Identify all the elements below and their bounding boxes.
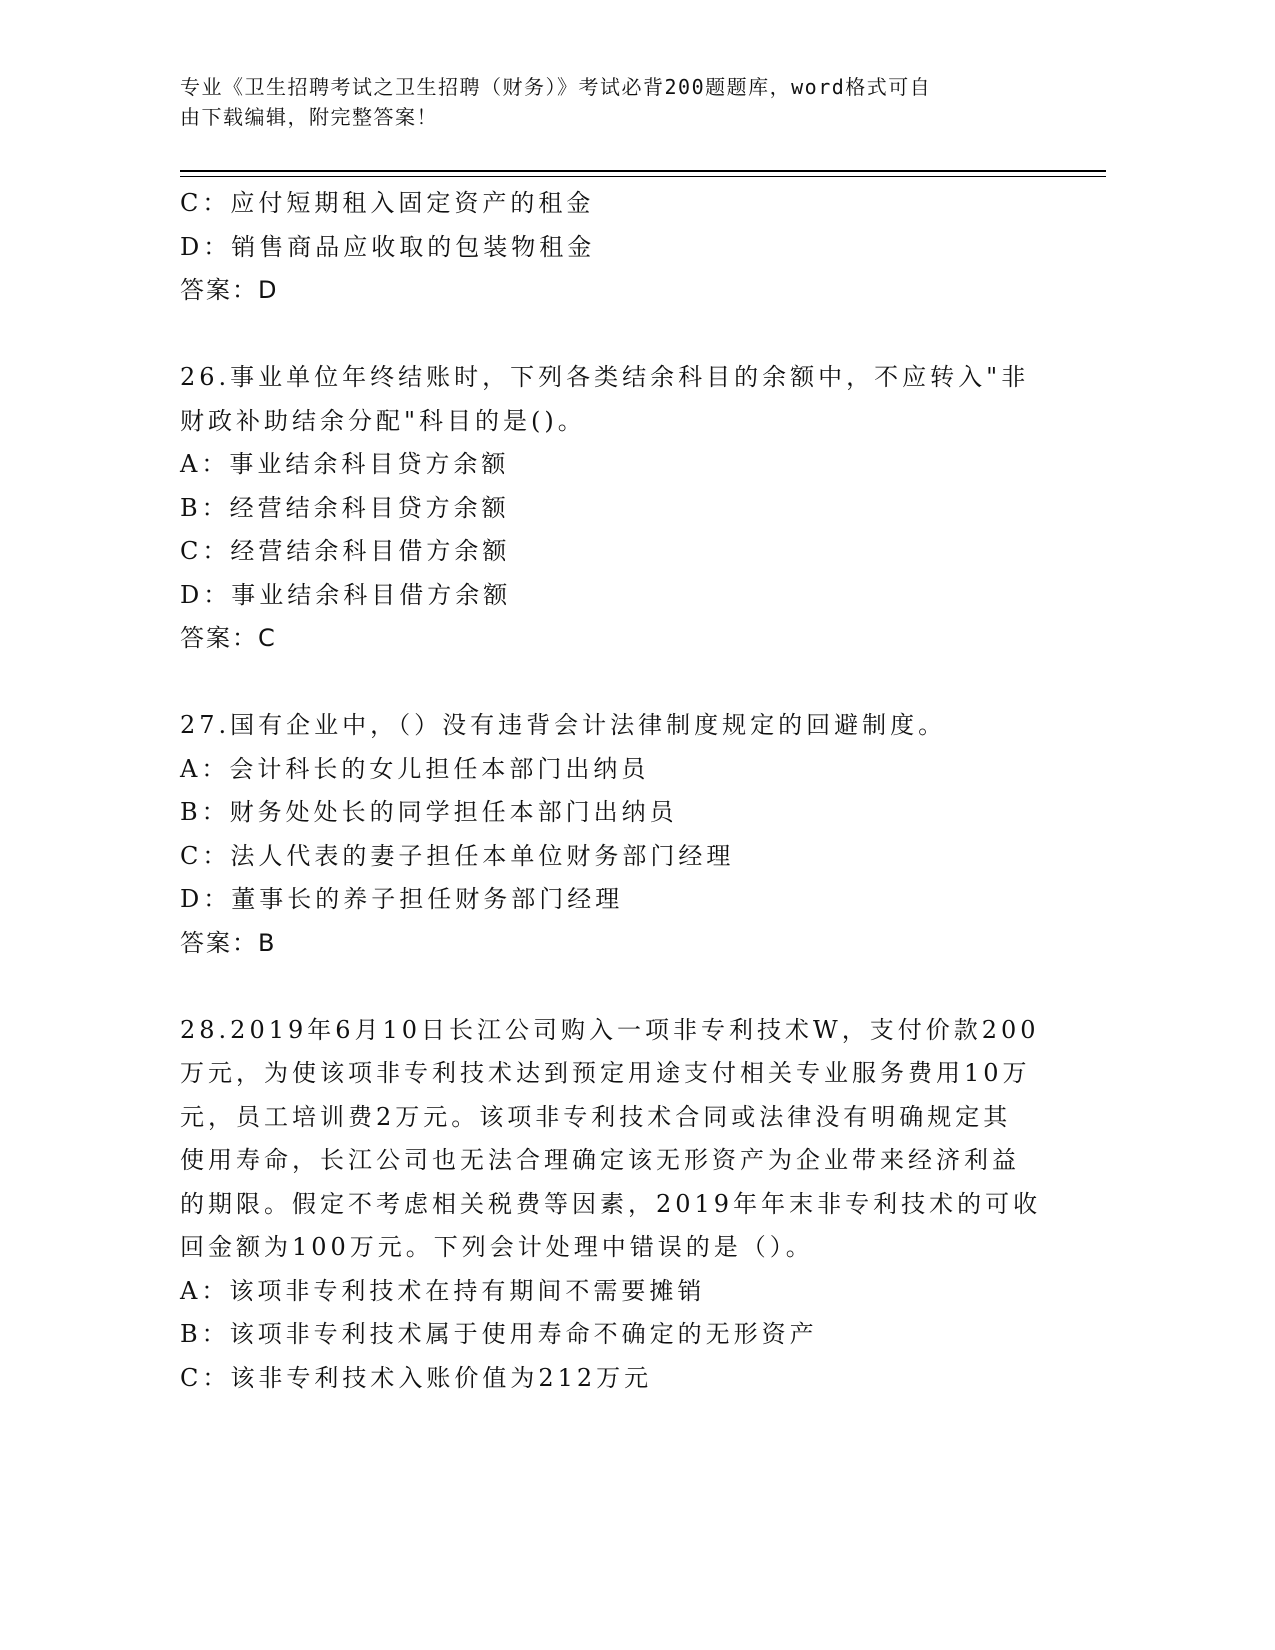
answer: 答案：B (180, 928, 277, 957)
header-divider (180, 170, 1106, 172)
option-b: B：该项非专利技术属于使用寿命不确定的无形资产 (180, 1320, 818, 1348)
question-25-continued (180, 182, 1080, 313)
question-stem-line: 回金额为100万元。下列会计处理中错误的是（）。 (180, 1233, 814, 1261)
option-d: D：事业结余科目借方余额 (180, 580, 512, 609)
document-header (180, 72, 1060, 132)
question-stem-line: 27.国有企业中，（）没有违背会计法律制度规定的回避制度。 (180, 711, 947, 739)
answer: 答案：C (180, 624, 277, 652)
question-stem-line: 财政补助结余分配"科目的是()。 (180, 406, 586, 435)
question-stem-line: 28.2019年6月10日长江公司购入一项非专利技术W，支付价款200 (180, 1015, 1040, 1044)
question-27 (180, 704, 1080, 965)
document-body (180, 182, 1080, 1400)
option-b: B：财务处处长的同学担任本部门出纳员 (180, 798, 678, 826)
option-d: D：董事长的养子担任财务部门经理 (180, 885, 624, 913)
option-a: A：会计科长的女儿担任本部门出纳员 (180, 754, 650, 783)
question-28 (180, 1009, 1080, 1401)
question-26 (180, 356, 1080, 661)
question-stem-line: 的期限。假定不考虑相关税费等因素，2019年年末非专利技术的可收 (180, 1189, 1042, 1218)
option-c: C：经营结余科目借方余额 (180, 537, 511, 565)
option-b: B：经营结余科目贷方余额 (180, 493, 510, 522)
option-d: D：销售商品应收取的包装物租金 (180, 232, 596, 261)
question-stem-line: 万元，为使该项非专利技术达到预定用途支付相关专业服务费用10万 (180, 1059, 1031, 1087)
answer: 答案：D (180, 276, 279, 304)
option-c: C：该非专利技术入账价值为212万元 (180, 1363, 653, 1392)
option-a: A：该项非专利技术在持有期间不需要摊销 (180, 1276, 706, 1305)
header-line: 专业《卫生招聘考试之卫生招聘（财务）》考试必背200题题库，word格式可自 (180, 75, 932, 99)
question-stem-line: 26.事业单位年终结账时，下列各类结余科目的余额中，不应转入"非 (180, 363, 1030, 391)
option-c: C：法人代表的妻子担任本单位财务部门经理 (180, 841, 735, 870)
option-c: C：应付短期租入固定资产的租金 (180, 189, 595, 217)
header-divider-thin (180, 176, 1106, 177)
option-a: A：事业结余科目贷方余额 (180, 450, 510, 478)
question-stem-line: 使用寿命，长江公司也无法合理确定该无形资产为企业带来经济利益 (180, 1146, 1020, 1174)
question-stem-line: 元，员工培训费2万元。该项非专利技术合同或法律没有明确规定其 (180, 1102, 1012, 1131)
header-line: 由下载编辑，附完整答案！ (180, 105, 438, 129)
